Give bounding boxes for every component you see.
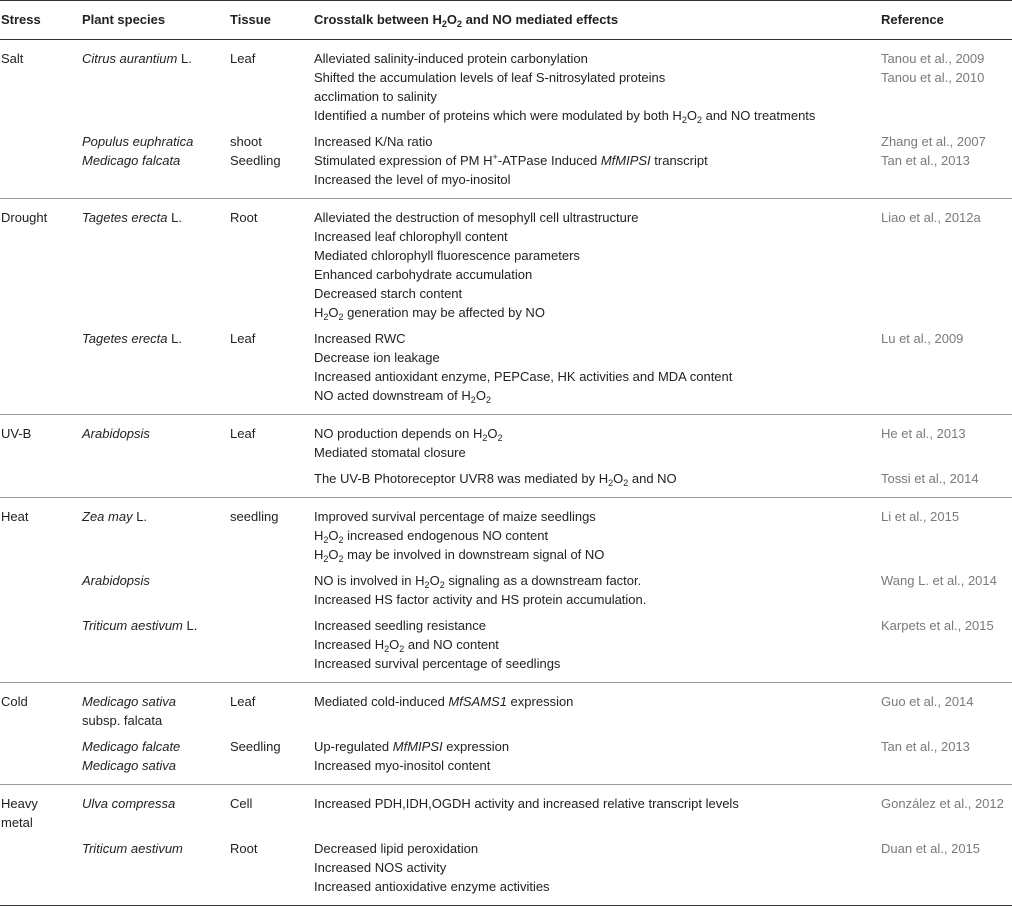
tissue-cell: Leaf [230, 426, 256, 441]
reference-cell: Tossi et al., 2014 [881, 462, 1012, 498]
stress-cell: Cold [1, 694, 28, 709]
header-tissue: Tissue [230, 1, 314, 40]
reference-cell: Tan et al., 2013 [881, 730, 1012, 785]
reference-cell: González et al., 2012 [881, 796, 1004, 811]
reference-cell: Liao et al., 2012a [881, 210, 981, 225]
effects-cell: Increased RWC Decrease ion leakage Increased antioxidant enzyme, PEPCase, HK activities and MDA content NO acted downstream of $H_2O_2$ [314, 322, 881, 415]
table-header [0, 1, 1012, 40]
species-cell: Triticum aestivum [82, 832, 230, 906]
stress-cell: Salt [1, 51, 24, 66]
reference-cell: Wang L. et al., 2014 [881, 573, 997, 588]
stress-cell: Heavy metal [1, 796, 38, 830]
table-row [0, 609, 1012, 683]
table-row [0, 683, 1012, 731]
table-row [0, 498, 1012, 565]
species-cell: Zea may L. [82, 509, 148, 524]
tissue-cell: Seedling [230, 730, 314, 785]
species-cell: Medicago sativa subsp. falcata [82, 694, 176, 728]
tissue-cell: Root [230, 832, 314, 906]
table-row [0, 322, 1012, 415]
header-stress: Stress [0, 1, 82, 40]
header-reference: Reference [881, 1, 1012, 40]
tissue-cell: Root [230, 210, 258, 225]
effects-cell: Increased PDH,IDH,OGDH activity and increased relative transcript levels [314, 796, 739, 811]
table-row [0, 199, 1012, 323]
tissue-cell: Leaf [230, 322, 314, 415]
stress-cell: UV-B [1, 426, 32, 441]
reference-cell: Zhang et al., 2007 Tan et al., 2013 [881, 125, 1012, 199]
species-cell: Citrus aurantium L. [82, 51, 192, 66]
table-row [0, 832, 1012, 906]
effects-cell: Decreased lipid peroxidation Increased NOS activity Increased antioxidative enzyme activities [314, 832, 881, 906]
header-crosstalk: Crosstalk between $H_2O_2$ and NO mediated effects [314, 1, 881, 40]
table-row [0, 40, 1012, 126]
effects-cell: Up-regulated MfMIPSI expression Increased myo-inositol content [314, 730, 881, 785]
stress-cell: Drought [1, 210, 48, 225]
table-row [0, 415, 1012, 463]
tissue-cell: shoot Seedling [230, 125, 314, 199]
effects-cell: Alleviated the destruction of mesophyll cell ultrastructure Increased leaf chlorophyll content Mediated chlorophyll fluorescence parameters Enhanced carbohydrate accumulation Decreased starch content $H_2O_2$ generation may be affected by NO [314, 210, 639, 322]
tissue-cell: Leaf [230, 694, 256, 709]
reference-cell: Lu et al., 2009 [881, 322, 1012, 415]
tissue-cell: Leaf [230, 51, 256, 66]
reference-cell: He et al., 2013 [881, 426, 966, 441]
reference-cell: Li et al., 2015 [881, 509, 960, 524]
header-plant-species: Plant species [82, 1, 230, 40]
effects-cell: NO is involved in $H_2O_2$ signaling as a downstream factor. Increased HS factor activity and HS protein accumulation. [314, 573, 647, 607]
species-cell: Tagetes erecta L. [82, 322, 230, 415]
stress-cell: Heat [1, 509, 29, 524]
table-row [0, 564, 1012, 609]
species-cell: Triticum aestivum L. [82, 609, 230, 683]
table-row [0, 125, 1012, 199]
tissue-cell: seedling [230, 509, 279, 524]
table-row [0, 730, 1012, 785]
reference-cell: Duan et al., 2015 [881, 832, 1012, 906]
species-cell: Arabidopsis [82, 573, 150, 588]
reference-cell: Guo et al., 2014 [881, 694, 974, 709]
species-cell: Tagetes erecta L. [82, 210, 182, 225]
effects-cell: Alleviated salinity-induced protein carbonylation Shifted the accumulation levels of leaf S-nitrosylated proteins acclimation to salinity Identified a number of proteins which were modulated by both $H_2O_2$ and NO treatments [314, 51, 816, 125]
effects-cell: Improved survival percentage of maize seedlings $H_2O_2$ increased endogenous NO content $H_2O_2$ may be involved in downstream signal of NO [314, 509, 605, 564]
table-row [0, 785, 1012, 833]
effects-cell: The UV-B Photoreceptor UVR8 was mediated by $H_2O_2$ and NO [314, 462, 881, 498]
species-cell: Medicago falcate Medicago sativa [82, 730, 230, 785]
effects-cell: NO production depends on $H_2O_2$ Mediated stomatal closure [314, 426, 503, 460]
table-row [0, 462, 1012, 498]
species-cell: Ulva compressa [82, 796, 176, 811]
species-cell: Populus euphratica Medicago falcata [82, 125, 230, 199]
reference-cell: Tanou et al., 2009 Tanou et al., 2010 [881, 51, 985, 85]
effects-cell: Increased seedling resistance Increased $H_2O_2$ and NO content Increased survival percentage of seedlings [314, 609, 881, 683]
tissue-cell: Cell [230, 796, 253, 811]
effects-cell: Mediated cold-induced MfSAMS1 expression [314, 694, 574, 709]
effects-cell: Increased K/Na ratio Stimulated expression of PM H+-ATPase Induced MfMIPSI transcript Increased the level of myo-inositol [314, 125, 881, 199]
species-cell: Arabidopsis [82, 426, 150, 441]
reference-cell: Karpets et al., 2015 [881, 609, 1012, 683]
